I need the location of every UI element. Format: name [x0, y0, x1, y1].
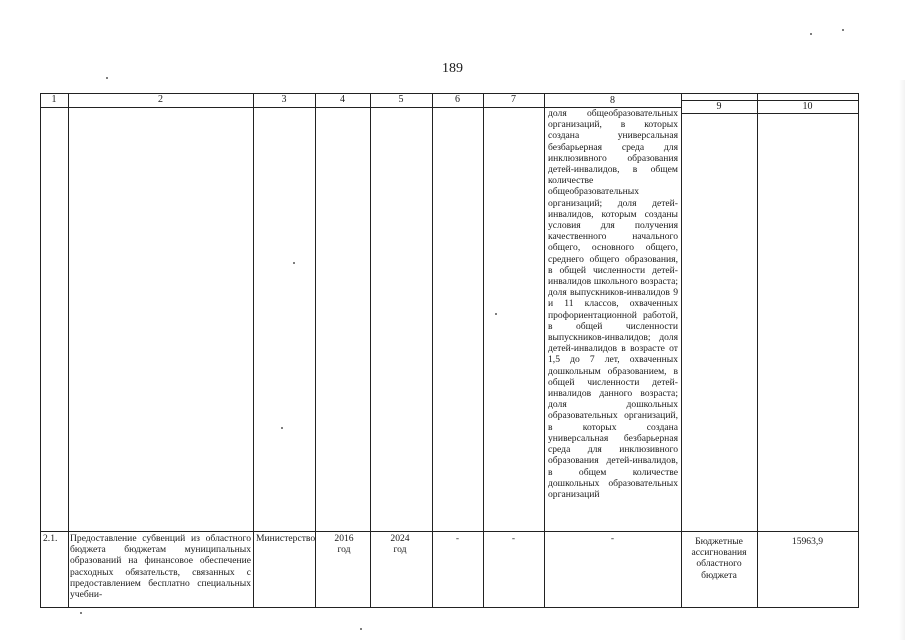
header-col-8: 8 — [610, 95, 615, 106]
header-col-2: 2 — [158, 94, 163, 105]
scan-edge-shadow — [899, 80, 905, 640]
row-number: 2.1. — [43, 533, 58, 544]
executor-cell: Министерство — [256, 533, 316, 544]
scan-speck — [80, 612, 82, 614]
header-col-4: 4 — [340, 94, 345, 105]
end-year-cell: 2024 год — [390, 533, 410, 556]
budget-table — [40, 93, 859, 608]
amount-cell: 15963,9 — [791, 536, 824, 547]
header-col-5: 5 — [398, 94, 404, 105]
scan-speck — [495, 313, 497, 315]
measure-description: Предоставление субвенций из областного бюджета бюджетам муниципальных образований на финансовое обеспечение расходных обязательств, связанных с предоставлением бесплатно специальных учебни- — [70, 533, 251, 601]
scan-speck — [281, 427, 283, 429]
funding-source-cell: Бюджетные ассигнования областного бюджета — [691, 536, 747, 581]
indicators-cell: доля общеобразовательных организаций, в которых создана универсальная безбарьерная среда для инклюзивного образования детей-инвалидов, в общем количестве общеобразовательных организаций; доля детей-инвалидов, которым созданы условия для получения качественного начального общего, основного общего, среднего общего образования, в общей численности детей-инвалидов школьного возраста; доля выпускников-инвалидов 9 и 11 классов, охваченных профориентационной работой, в общей численности выпускников-инвалидов; доля детей-инвалидов в возрасте от 1,5 до 7 лет, охваченных дошкольным образованием, в общей численности детей-инвалидов данного возраста; доля дошкольных образовательных организаций, в которых создана универсальная безбарьерная среда для инклюзивного образования детей-инвалидов, в общем количестве дошкольных образовательных организаций — [548, 108, 678, 500]
scan-speck — [810, 33, 812, 35]
scan-speck — [360, 628, 362, 630]
header-col-1: 1 — [51, 94, 57, 105]
header-col-9: 9 — [716, 101, 722, 112]
header-col-10: 10 — [802, 101, 813, 112]
header-col-6: 6 — [455, 94, 460, 105]
scan-speck — [106, 77, 108, 79]
col7-cell: - — [511, 533, 516, 544]
scan-speck — [842, 29, 844, 31]
start-year-cell: 2016 год — [334, 533, 354, 556]
col6-cell: - — [455, 533, 460, 544]
page-number: 189 — [442, 61, 463, 76]
col8-cell: - — [610, 533, 615, 544]
header-col-7: 7 — [511, 94, 516, 105]
header-col-3: 3 — [281, 94, 287, 105]
scan-speck — [293, 262, 295, 264]
